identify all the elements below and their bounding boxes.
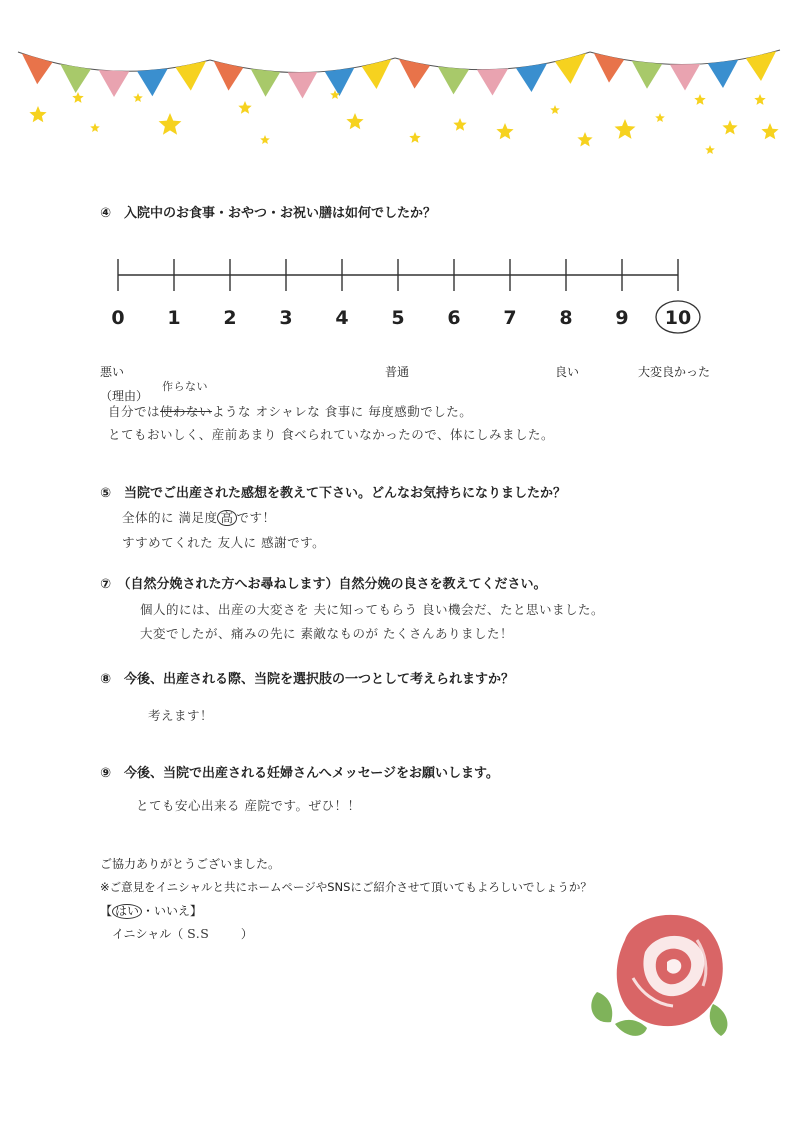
- star-icon: [133, 93, 143, 102]
- scale-number: 6: [447, 307, 461, 329]
- star-icon: [238, 101, 251, 114]
- initial-close: ）: [240, 927, 253, 941]
- scale-number: 2: [223, 307, 237, 329]
- star-icon: [72, 92, 83, 103]
- label-bad: 悪い: [100, 365, 125, 379]
- answer-8: 考えます！: [148, 708, 214, 723]
- bunting-flag: [325, 68, 355, 96]
- question-7: ⑦ （自然分娩された方へお尋ねします）自然分娩の良さを教えてください。: [100, 577, 547, 592]
- scale-number: 9: [615, 307, 629, 329]
- bunting-flag: [362, 59, 392, 89]
- bunting-flag: [175, 61, 206, 91]
- star-icon: [722, 120, 737, 135]
- answer-5-post: です！: [236, 510, 276, 525]
- initial-label: イニシャル（: [112, 927, 184, 941]
- bunting-flag: [632, 61, 662, 89]
- rose-illustration: [585, 900, 745, 1050]
- reason-line-1-post: ような オシャレな 食事に 毎度感動でした。: [212, 404, 473, 419]
- star-icon: [705, 145, 715, 154]
- star-icon: [159, 113, 182, 135]
- star-icon: [694, 94, 705, 105]
- label-very-good: 大変良かった: [638, 365, 711, 379]
- handwritten-insertion: 作らない: [162, 380, 208, 393]
- bunting-flag: [555, 53, 586, 84]
- rating-scale: [100, 240, 720, 340]
- star-icon: [550, 105, 560, 114]
- bunting-flag: [477, 69, 508, 96]
- bunting-flag: [214, 61, 244, 91]
- initial-line: [112, 925, 253, 942]
- question-9: ⑨ 今後、当院で出産される妊婦さんへメッセージをお願いします。: [100, 766, 499, 781]
- bunting-flag: [594, 53, 624, 83]
- bunting-flag: [438, 67, 469, 95]
- star-icon: [577, 132, 592, 147]
- choice-yes-circled: はい: [112, 904, 142, 919]
- rose-flower: [617, 915, 723, 1026]
- star-icon: [655, 113, 665, 122]
- question-5: ⑤ 当院でご出産された感想を教えて下さい。どんなお気持ちになりましたか？: [100, 486, 567, 501]
- star-icon: [260, 135, 270, 144]
- star-icon: [496, 123, 513, 139]
- question-4: ④ 入院中のお食事・おやつ・お祝い膳は如何でしたか？: [100, 206, 437, 221]
- bunting-flag: [670, 64, 700, 91]
- answer-7-line-1: 個人的には、出産の大変さを 夫に知ってもらう 良い機会だ、たと思いました。: [140, 602, 604, 617]
- star-icon: [346, 113, 363, 129]
- answer-7-line-2: 大変でしたが、痛みの先に 素敵なものが たくさんありました！: [140, 626, 513, 641]
- star-icon: [29, 106, 46, 122]
- bunting-flag: [399, 59, 430, 89]
- question-8: ⑧ 今後、出産される際、当院を選択肢の一つとして考えられますか？: [100, 672, 515, 687]
- bunting-flag: [288, 72, 318, 99]
- bunting-flag: [99, 70, 130, 97]
- scale-number: 8: [559, 307, 573, 329]
- bunting-flag: [746, 51, 776, 81]
- scale-number: 1: [167, 307, 181, 329]
- permission-text: ※ご意見をイニシャルと共にホームページやSNSにご紹介させて頂いてもよろしいでしょうか？: [100, 880, 592, 894]
- answer-9: とても安心出来る 産院です。ぜひ！！: [136, 798, 361, 813]
- permission-choice: [100, 902, 202, 919]
- reason-line-1-pre: 自分では: [108, 404, 161, 419]
- scale-number: 10: [664, 307, 692, 329]
- answer-5-line-2: すすめてくれた 友人に 感謝です。: [122, 535, 326, 550]
- star-icon: [761, 123, 778, 139]
- answer-5-pre: 全体的に 満足度: [122, 510, 218, 525]
- reason-line-1-struck: 使わない: [160, 404, 213, 419]
- choice-open: 【: [100, 904, 113, 918]
- label-normal: 普通: [385, 365, 410, 379]
- bunting-decoration: [0, 0, 800, 170]
- choice-rest: ・いいえ】: [142, 904, 203, 918]
- bunting-flag: [137, 69, 168, 97]
- reason-label: （理由）: [100, 389, 149, 403]
- star-icon: [453, 118, 466, 131]
- scale-number: 3: [279, 307, 293, 329]
- answer-5-circled: 高: [217, 510, 236, 526]
- scale-number: 4: [335, 307, 349, 329]
- star-icon: [754, 94, 765, 105]
- bunting-flag: [22, 53, 53, 84]
- scale-number: 7: [503, 307, 517, 329]
- reason-line-2: とてもおいしく、産前あまり 食べられていなかったので、体にしみました。: [108, 427, 554, 442]
- reason-line-1: [108, 402, 472, 420]
- bunting-flag: [251, 69, 281, 97]
- scale-number: 0: [111, 307, 125, 329]
- star-icon: [409, 132, 420, 143]
- thanks-text: ご協力ありがとうございました。: [100, 857, 281, 871]
- bunting-flag: [516, 63, 547, 92]
- star-icon: [90, 123, 100, 132]
- star-icon: [615, 119, 636, 139]
- bunting-flag: [708, 60, 738, 88]
- initial-value: S.S: [187, 926, 210, 941]
- scale-number: 5: [391, 307, 405, 329]
- label-good: 良い: [555, 365, 580, 379]
- answer-5-line-1: [122, 508, 276, 526]
